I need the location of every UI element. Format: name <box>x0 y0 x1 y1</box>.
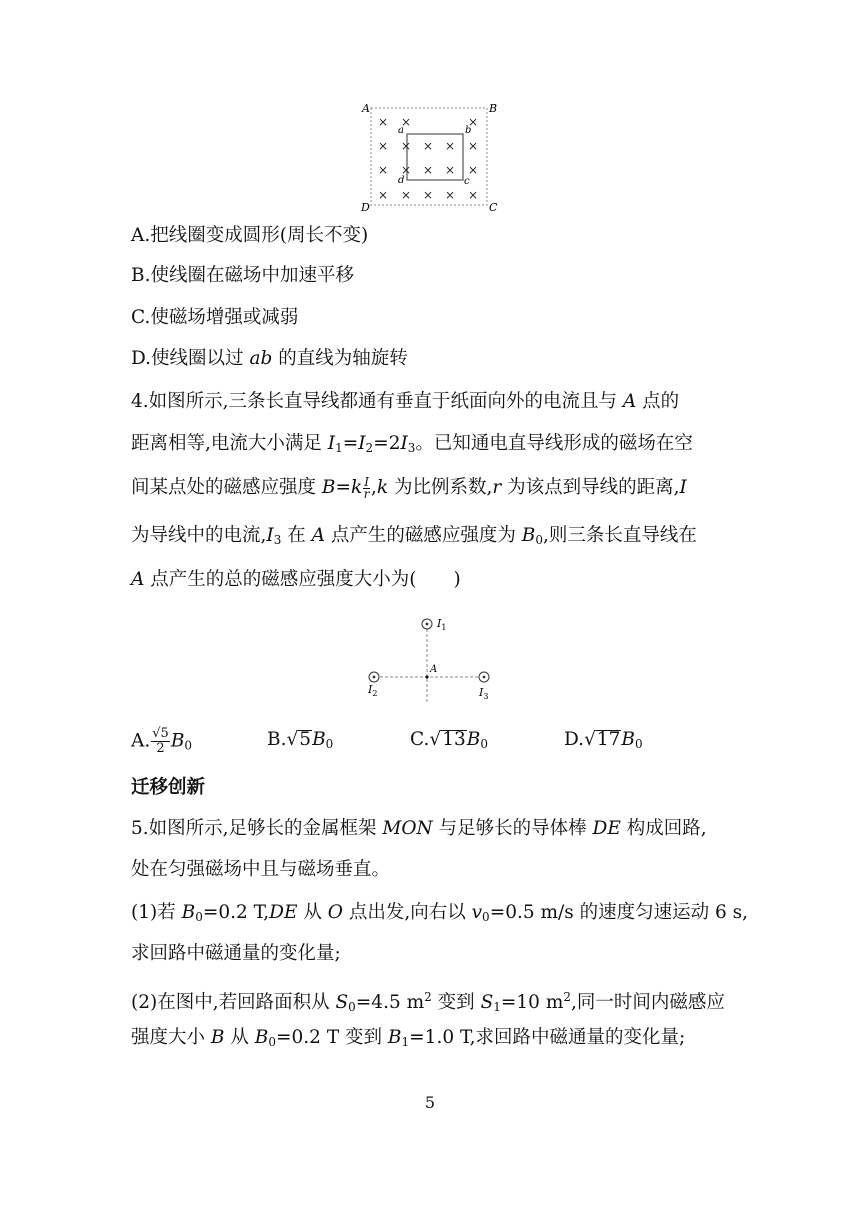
page-number: 5 <box>424 1093 436 1112</box>
field-cross: × <box>445 163 456 177</box>
symbol-B: B <box>312 729 326 750</box>
q5-line-1: 5.如图所示,足够长的金属框架 MON 与足够长的导体棒 DE 构成回路, <box>131 818 707 839</box>
field-cross: × <box>401 139 412 153</box>
wire-I2-dot <box>373 676 376 679</box>
label-A: A <box>430 664 438 675</box>
field-cross: × <box>401 115 412 129</box>
section-title: 迁移创新 <box>131 777 206 798</box>
q5-line-2: 处在匀强磁场中且与磁场垂直。 <box>131 859 391 880</box>
option-a: A.把线圈变成圆形(周长不变) <box>131 225 369 246</box>
field-cross: × <box>401 163 412 177</box>
figure-coil-in-field <box>355 98 505 216</box>
field-cross: × <box>445 188 456 202</box>
q4-line-4: 为导线中的电流$,I_3$ 在 A 点产生的磁感应强度为 $B_0$,则三条长直导线在 <box>131 525 697 547</box>
q5-part2-line-1: (2)在图中,若回路面积从 $S_0=4.5$ $m^2$ 变到 $S_1=10$ $m^2$,同一时间内磁感应 <box>131 990 725 1014</box>
wire-I1-dot <box>426 623 429 626</box>
field-cross: × <box>378 163 389 177</box>
label-b: b <box>465 125 472 136</box>
label-d: d <box>398 175 405 186</box>
field-cross: × <box>423 188 434 202</box>
option-b: B.使线圈在磁场中加速平移 <box>131 265 354 286</box>
label-I3: $I_3$ <box>479 686 489 701</box>
corner-D: D <box>361 201 370 214</box>
q4-line-2: 距离相等,电流大小满足 $I_1=I_2=2I_3$。已知通电直导线形成的磁场在空 <box>131 433 693 455</box>
q5-part2-line-2: 强度大小 B 从 $B_0=0.2$ T 变到 $B_1=1.0$ T,求回路中磁通量的变化量; <box>131 1027 686 1049</box>
field-cross: × <box>468 163 479 177</box>
q5-part1-line-1: (1)若 $B_0=0.2$ T,DE 从 O 点出发,向右以 $v_0=0.5$ m/s 的速度匀速运动 6 s, <box>131 902 749 924</box>
q4-option-b: $B.√5B_0$ <box>267 729 334 751</box>
field-cross: × <box>423 139 434 153</box>
point-A-dot <box>425 675 428 678</box>
q4-option-a: A. $\frac{√5}{2}$ $B_0$ <box>131 726 193 756</box>
label-a: a <box>398 125 404 136</box>
label-I2: $I_2$ <box>368 683 378 698</box>
q4-line-5: A 点产生的总的磁感应强度大小为( ) <box>131 569 461 590</box>
option-d: D.使线圈以过 ab 的直线为轴旋转 <box>131 348 408 369</box>
fraction-I-over-r: $\frac{I}{r}$ <box>363 474 370 501</box>
field-cross: × <box>468 139 479 153</box>
field-cross: × <box>378 139 389 153</box>
figure-three-wires <box>360 610 500 705</box>
q5-part1-line-2: 求回路中磁通量的变化量; <box>131 943 341 964</box>
field-cross: × <box>401 188 412 202</box>
field-cross: × <box>468 188 479 202</box>
field-cross: × <box>445 139 456 153</box>
label-I1: $I_1$ <box>437 617 447 632</box>
q4-line-3: 间某点处的磁感应强度 B=k $\frac{I}{r}$ ,k 为比例系数,r 为该点到导线的距离,I <box>131 474 687 501</box>
corner-A: A <box>362 102 370 115</box>
field-cross: × <box>423 163 434 177</box>
q4-option-d: $D.√17B_0$ <box>564 729 643 751</box>
option-c: C.使磁场增强或减弱 <box>131 307 299 328</box>
field-cross: × <box>468 115 479 129</box>
label-c: c <box>464 176 470 187</box>
wire-I3-dot <box>483 676 486 679</box>
field-cross: × <box>378 115 389 129</box>
q4-option-c: $C.√13B_0$ <box>410 729 488 751</box>
corner-B: B <box>489 102 498 115</box>
field-cross: × <box>378 188 389 202</box>
corner-C: C <box>489 201 498 214</box>
q4-line-1: 4.如图所示,三条长直导线都通有垂直于纸面向外的电流且与 A 点的 <box>131 391 680 412</box>
